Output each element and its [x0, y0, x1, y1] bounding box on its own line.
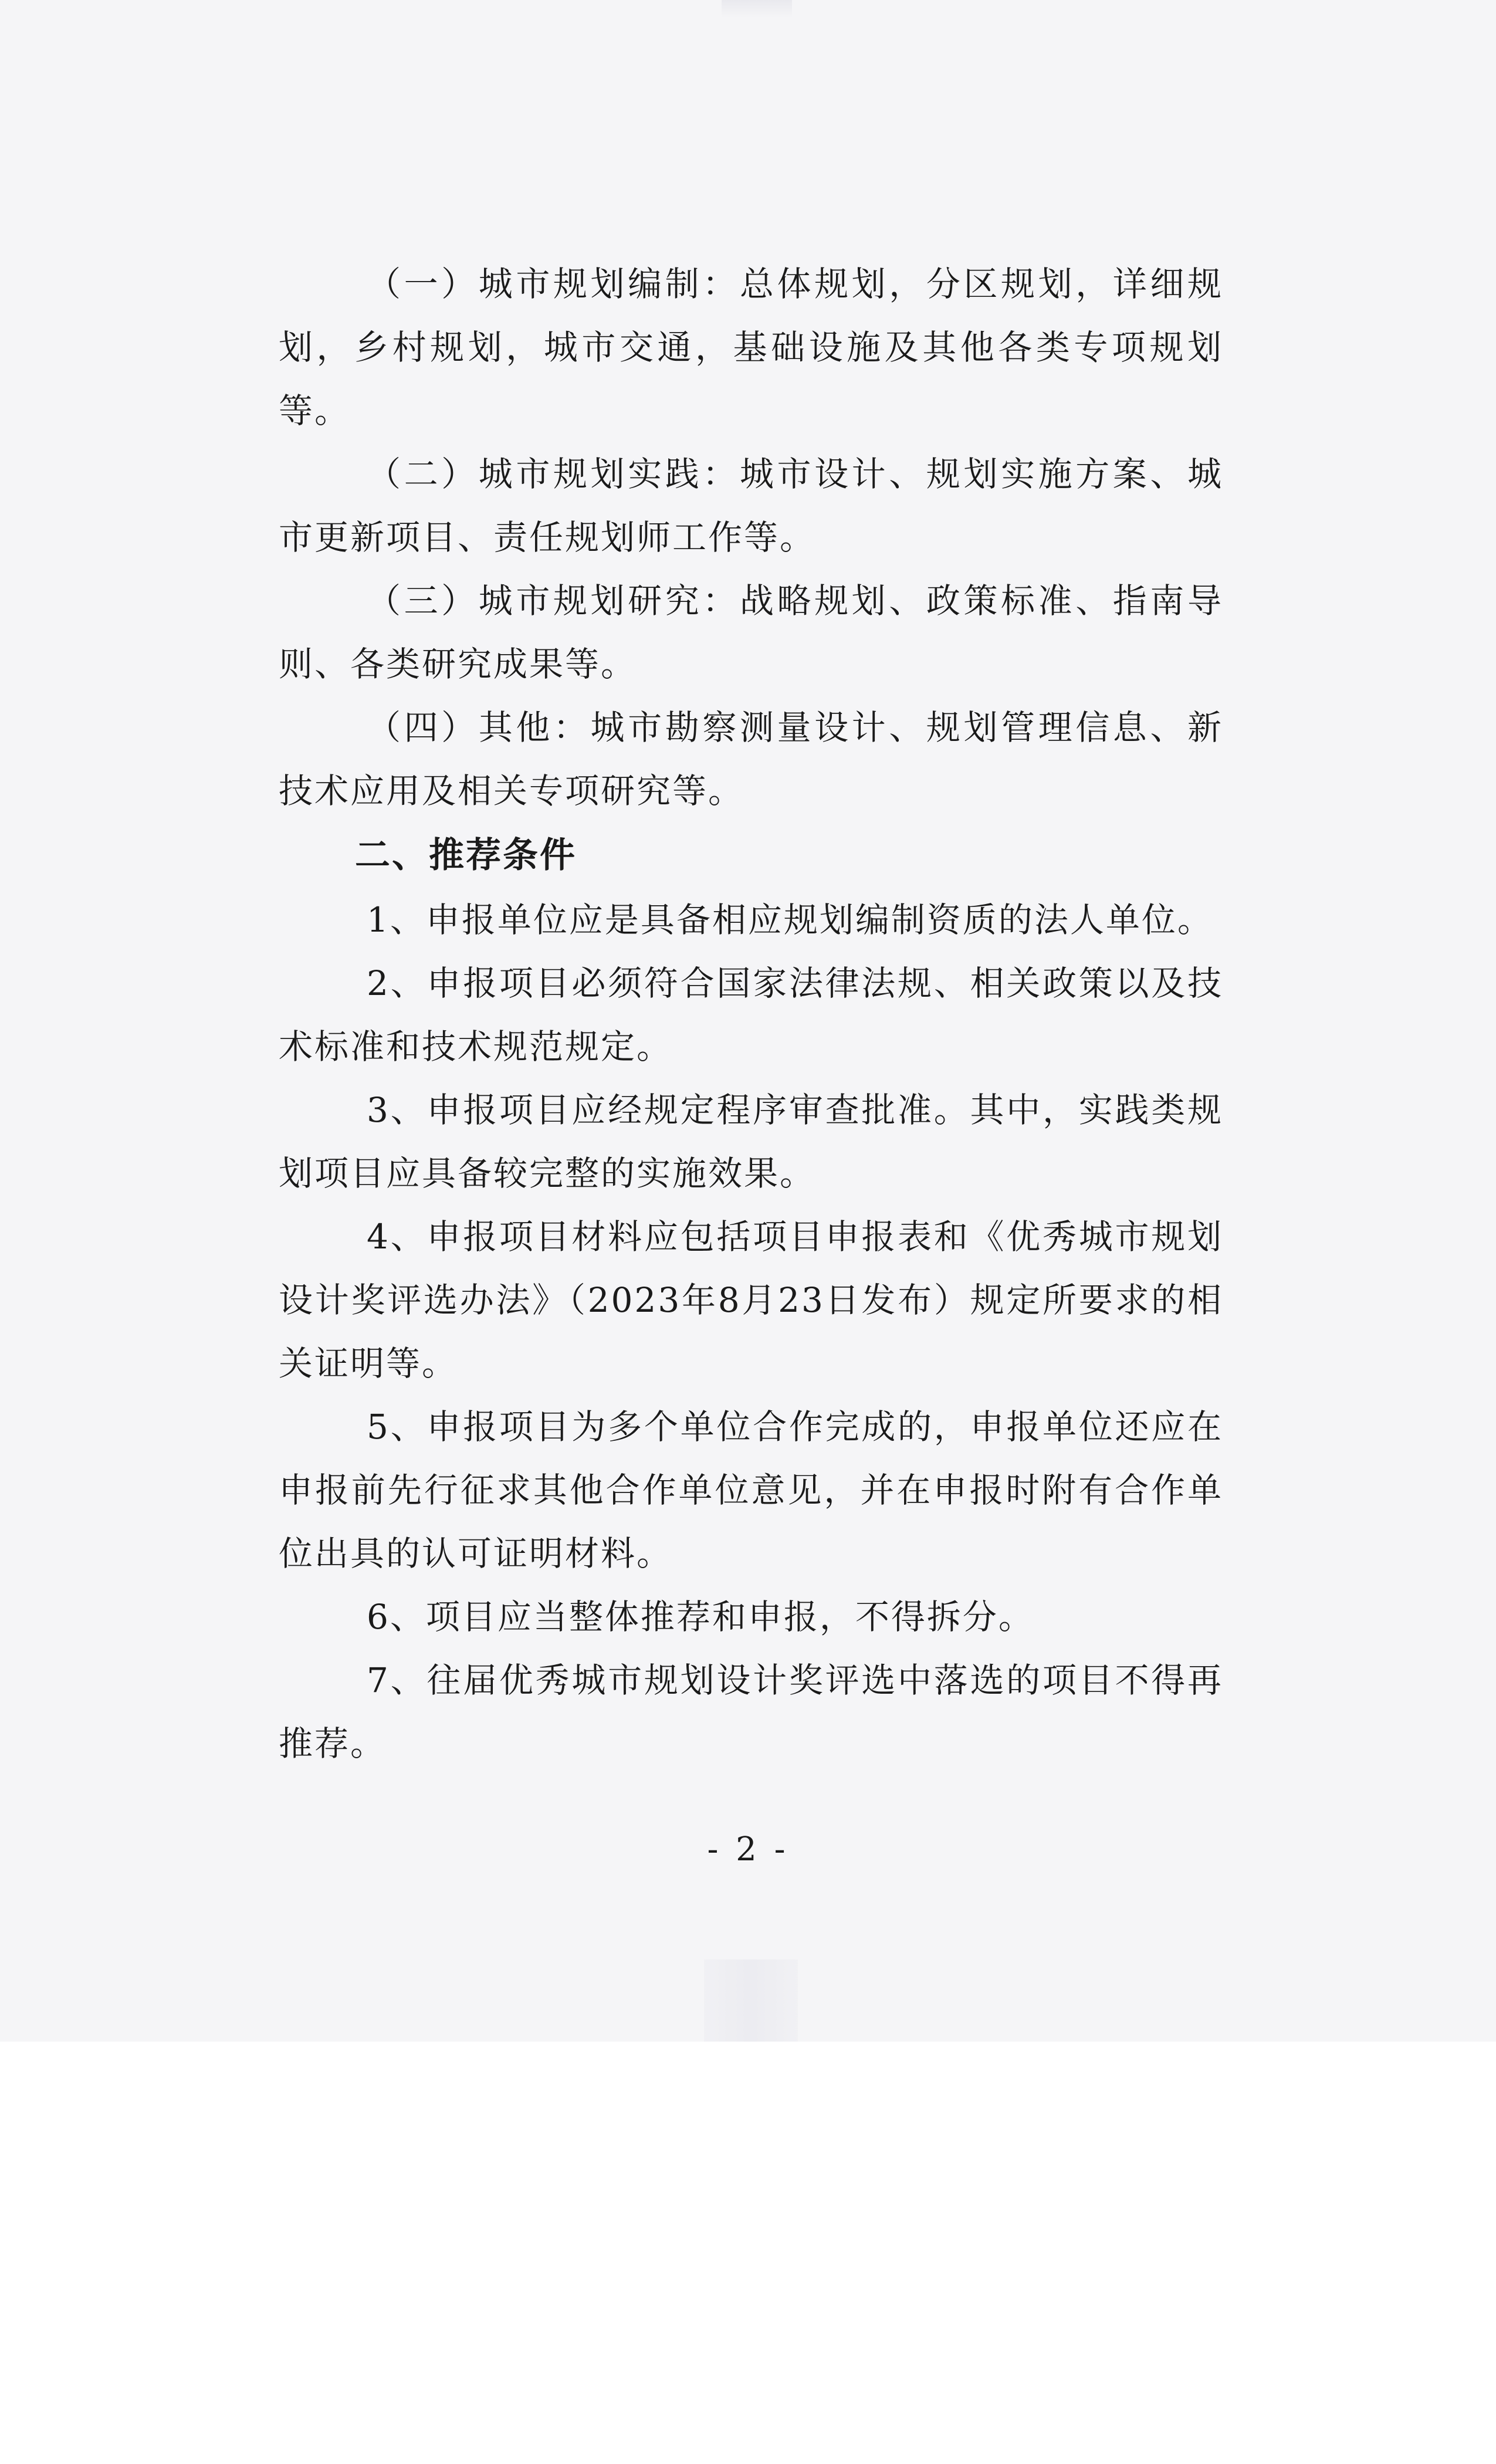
page-number: - 2 - — [707, 1830, 789, 1869]
scope-item-1: （一）城市规划编制：总体规划，分区规划，详细规划，乡村规划，城市交通，基础设施及其他各类专项规划等。 — [279, 264, 1223, 431]
condition-6: 6、项目应当整体推荐和申报，不得拆分。 — [367, 1597, 1034, 1637]
condition-5: 5、申报项目为多个单位合作完成的，申报单位还应在申报前先行征求其他合作单位意见，并在申报时附有合作单位出具的认可证明材料。 — [279, 1407, 1223, 1573]
scope-item-2: （二）城市规划实践：城市设计、规划实施方案、城市更新项目、责任规划师工作等。 — [279, 454, 1223, 557]
condition-1: 1、申报单位应是具备相应规划编制资质的法人单位。 — [367, 900, 1213, 940]
scan-artifact-bottom — [704, 1959, 798, 2042]
condition-4: 4、申报项目材料应包括项目申报表和《优秀城市规划设计奖评选办法》（2023年8月23日发布）规定所要求的相关证明等。 — [279, 1217, 1223, 1383]
condition-7: 7、往届优秀城市规划设计奖评选中落选的项目不得再推荐。 — [279, 1660, 1223, 1764]
document-body — [279, 252, 1223, 1775]
scope-item-3: （三）城市规划研究：战略规划、政策标准、指南导则、各类研究成果等。 — [279, 581, 1223, 684]
scope-item-4: （四）其他：城市勘察测量设计、规划管理信息、新技术应用及相关专项研究等。 — [279, 708, 1223, 811]
condition-2: 2、申报项目必须符合国家法律法规、相关政策以及技术标准和技术规范规定。 — [279, 963, 1223, 1067]
condition-3: 3、申报项目应经规定程序审查批准。其中，实践类规划项目应具备较完整的实施效果。 — [279, 1090, 1223, 1193]
section-heading: 二、推荐条件 — [355, 835, 577, 876]
scan-artifact-top — [722, 0, 792, 18]
